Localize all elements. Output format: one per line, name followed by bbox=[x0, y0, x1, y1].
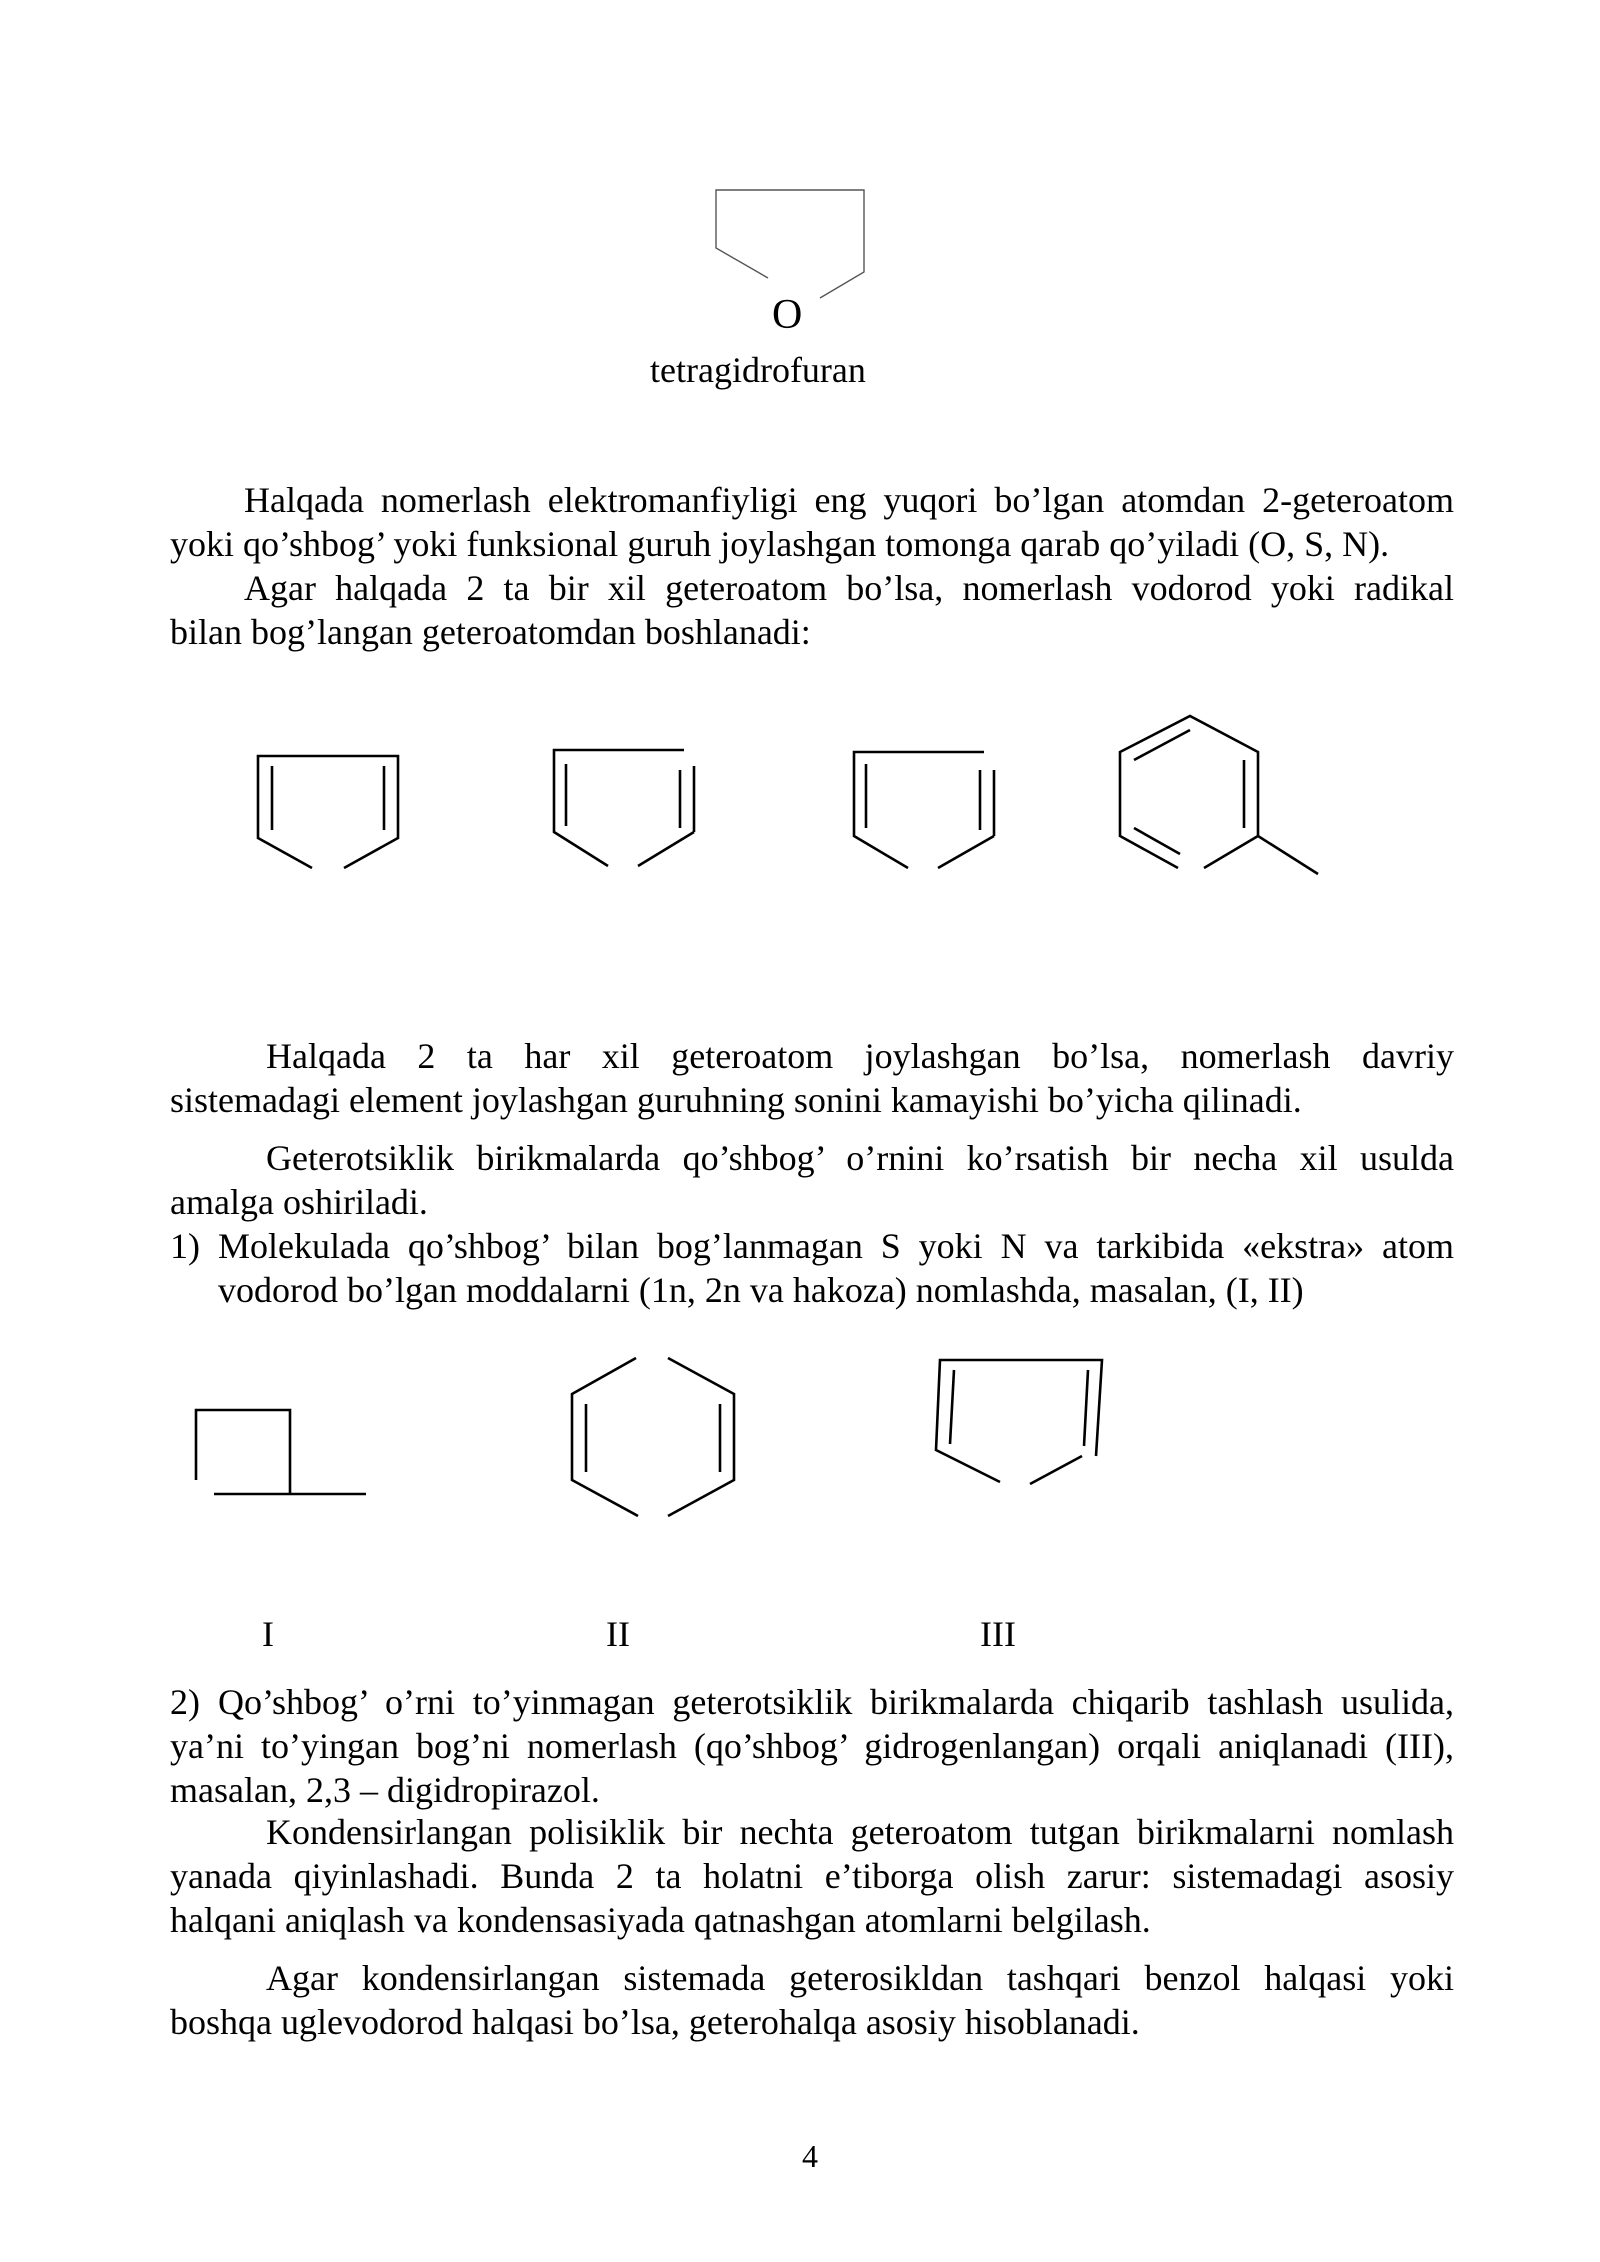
text-line: Geterotsiklik birikmalarda qo’shbog’ o’rnini ko’rsatish bir necha xil usulda bbox=[266, 1138, 1454, 1178]
five-ring-3 bbox=[854, 752, 994, 868]
label-II: II bbox=[606, 1614, 630, 1654]
text-line: masalan, 2,3 – digidropirazol. bbox=[170, 1770, 600, 1810]
text-line: Halqada nomerlash elektromanfiyligi eng yuqori bo’lgan atomdan 2-geteroatom bbox=[244, 480, 1454, 520]
thf-ring bbox=[716, 190, 864, 298]
paragraph-condensed-systems bbox=[170, 1810, 1454, 1942]
text-line: halqani aniqlash va kondensasiyada qatnashgan atomlarni belgilash. bbox=[170, 1900, 1151, 1940]
thf-oxygen-atom: O bbox=[772, 292, 803, 338]
text-line: Agar kondensirlangan sistemada geterosikldan tashqari benzol halqasi yoki bbox=[266, 1958, 1454, 1998]
paragraph-main-heteroring bbox=[170, 1956, 1454, 2044]
label-I: I bbox=[262, 1614, 274, 1654]
toluene-ring bbox=[1120, 716, 1318, 874]
thf-caption: tetragidrofuran bbox=[650, 350, 866, 390]
text-line: yoki qo’shbog’ yoki funksional guruh joylashgan tomonga qarab qo’yiladi (O, S, N). bbox=[170, 524, 1390, 564]
paragraph-double-bond-position bbox=[170, 1136, 1454, 1224]
text-line: boshqa uglevodorod halqasi bo’lsa, geterohalqa asosiy hisoblanadi. bbox=[170, 2002, 1140, 2042]
text-line: amalga oshiriladi. bbox=[170, 1182, 428, 1222]
text-line: bilan bog’langan geteroatomdan boshlanadi: bbox=[170, 612, 811, 652]
text-line: yanada qiyinlashadi. Bunda 2 ta holatni e’tiborga olish zarur: sistemadagi asosiy bbox=[170, 1856, 1454, 1896]
five-ring-1 bbox=[258, 756, 398, 868]
five-ring-2 bbox=[554, 750, 694, 866]
list-item-2 bbox=[170, 1680, 1454, 1812]
list-item-1 bbox=[218, 1224, 1454, 1312]
label-III: III bbox=[980, 1614, 1016, 1654]
molecule-II bbox=[572, 1358, 734, 1516]
paragraph-different-heteroatoms bbox=[170, 1034, 1454, 1122]
paragraph-same-heteroatoms bbox=[170, 566, 1454, 654]
text-line: Agar halqada 2 ta bir xil geteroatom bo’lsa, nomerlash vodorod yoki radikal bbox=[244, 568, 1454, 608]
text-line: vodorod bo’lgan moddalarni (1n, 2n va hakoza) nomlashda, masalan, (I, II) bbox=[218, 1270, 1304, 1310]
text-line: Qo’shbog’ o’rni to’yinmagan geterotsiklik birikmalarda chiqarib tashlash usulida, bbox=[218, 1682, 1454, 1722]
text-line: Molekulada qo’shbog’ bilan bog’lanmagan S yoki N va tarkibida «ekstra» atom bbox=[218, 1226, 1454, 1266]
paragraph-numbering-rule bbox=[170, 478, 1454, 566]
molecule-III bbox=[936, 1360, 1102, 1484]
list-number-2: 2) bbox=[170, 1682, 200, 1722]
text-line: Halqada 2 ta har xil geteroatom joylashgan bo’lsa, nomerlash davriy bbox=[266, 1036, 1454, 1076]
text-line: Kondensirlangan polisiklik bir nechta geteroatom tutgan birikmalarni nomlash bbox=[266, 1812, 1454, 1852]
list-number-1: 1) bbox=[170, 1226, 200, 1266]
text-line: ya’ni to’yingan bog’ni nomerlash (qo’shbog’ gidrogenlangan) orqali aniqlanadi (III), bbox=[170, 1726, 1454, 1766]
molecule-I bbox=[196, 1410, 366, 1494]
page-number: 4 bbox=[802, 2138, 818, 2174]
text-line: sistemadagi element joylashgan guruhning sonini kamayishi bo’yicha qilinadi. bbox=[170, 1080, 1302, 1120]
